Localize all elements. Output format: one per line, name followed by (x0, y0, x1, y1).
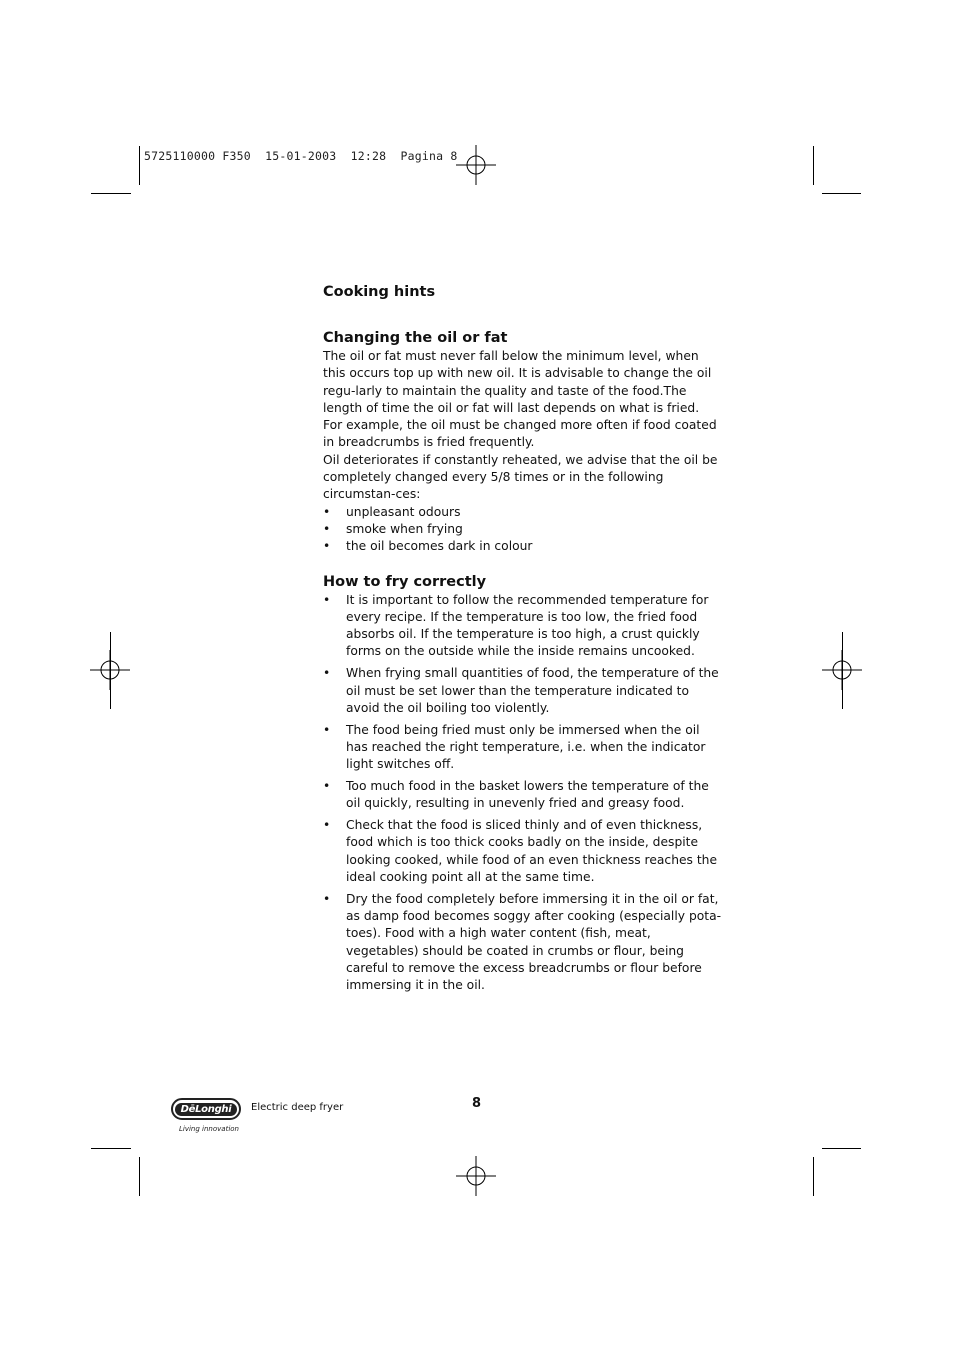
registration-mark-icon (456, 1156, 496, 1196)
bullet-list (323, 592, 723, 995)
crop-mark (139, 146, 140, 185)
main-content (323, 282, 723, 999)
list-item: • Dry the food completely before immersing it in the oil or fat, as damp food becomes soggy after cooking (especially pota-toes). Food with a high water content (fish, meat, vegetables) should be coated in crumbs or flour, being careful to remove the excess breadcrumbs or flour before immersing it in the oil. (323, 891, 723, 995)
print-slug: 5725110000 F350 15-01-2003 12:28 Pagina 8 (144, 149, 458, 163)
brand-tagline: Living innovation (179, 1125, 239, 1133)
registration-mark-icon (456, 145, 496, 185)
list-item: • the oil becomes dark in colour (323, 538, 723, 555)
crop-mark (842, 632, 843, 709)
crop-mark (813, 146, 814, 185)
bullet-list (323, 504, 723, 556)
crop-mark (91, 1148, 131, 1149)
crop-mark (822, 193, 861, 194)
list-item: • Too much food in the basket lowers the temperature of the oil quickly, resulting in unevenly fried and greasy food. (323, 778, 723, 813)
paragraph: Oil deteriorates if constantly reheated, we advise that the oil be completely changed every 5/8 times or in the following circumstan-ces: (323, 452, 718, 502)
page-number: 8 (472, 1096, 482, 1111)
list-item: • unpleasant odours (323, 504, 723, 521)
crop-mark (822, 1148, 861, 1149)
paragraph: For example, the oil must be changed more often if food coated in breadcrumbs is fried frequently. (323, 418, 717, 450)
brand-logo (171, 1098, 241, 1120)
list-item: • The food being fried must only be immersed when the oil has reached the right temperature, i.e. when the indicator light switches off. (323, 722, 723, 774)
product-name: Electric deep fryer (251, 1102, 344, 1113)
brand-logo-text: DēLonghi (175, 1103, 238, 1116)
section-heading: Changing the oil or fat (323, 330, 508, 346)
list-item: • smoke when frying (323, 521, 723, 538)
crop-mark (139, 1157, 140, 1196)
list-item: • Check that the food is sliced thinly and of even thickness, food which is too thick cooks badly on the inside, despite looking cooked, while food of an even thickness reaches the ideal cooking point all at the same time. (323, 817, 723, 886)
list-item: • When frying small quantities of food, the temperature of the oil must be set lower than the temperature indicated to avoid the oil boiling too violently. (323, 665, 723, 717)
page-title: Cooking hints (323, 284, 436, 300)
paragraph: The oil or fat must never fall below the minimum level, when this occurs top up with new oil. It is advisable to change the oil regu-larly to maintain the quality and taste of the food.The length of time the oil or fat will last depends on what is fried. (323, 349, 712, 415)
section-heading: How to fry correctly (323, 573, 487, 590)
crop-mark (110, 632, 111, 709)
crop-mark (91, 193, 131, 194)
list-item: • It is important to follow the recommended temperature for every recipe. If the temperature is too low, the fried food absorbs oil. If the temperature is too high, a crust quickly forms on the outside while the inside remains uncooked. (323, 592, 723, 661)
crop-mark (813, 1157, 814, 1196)
